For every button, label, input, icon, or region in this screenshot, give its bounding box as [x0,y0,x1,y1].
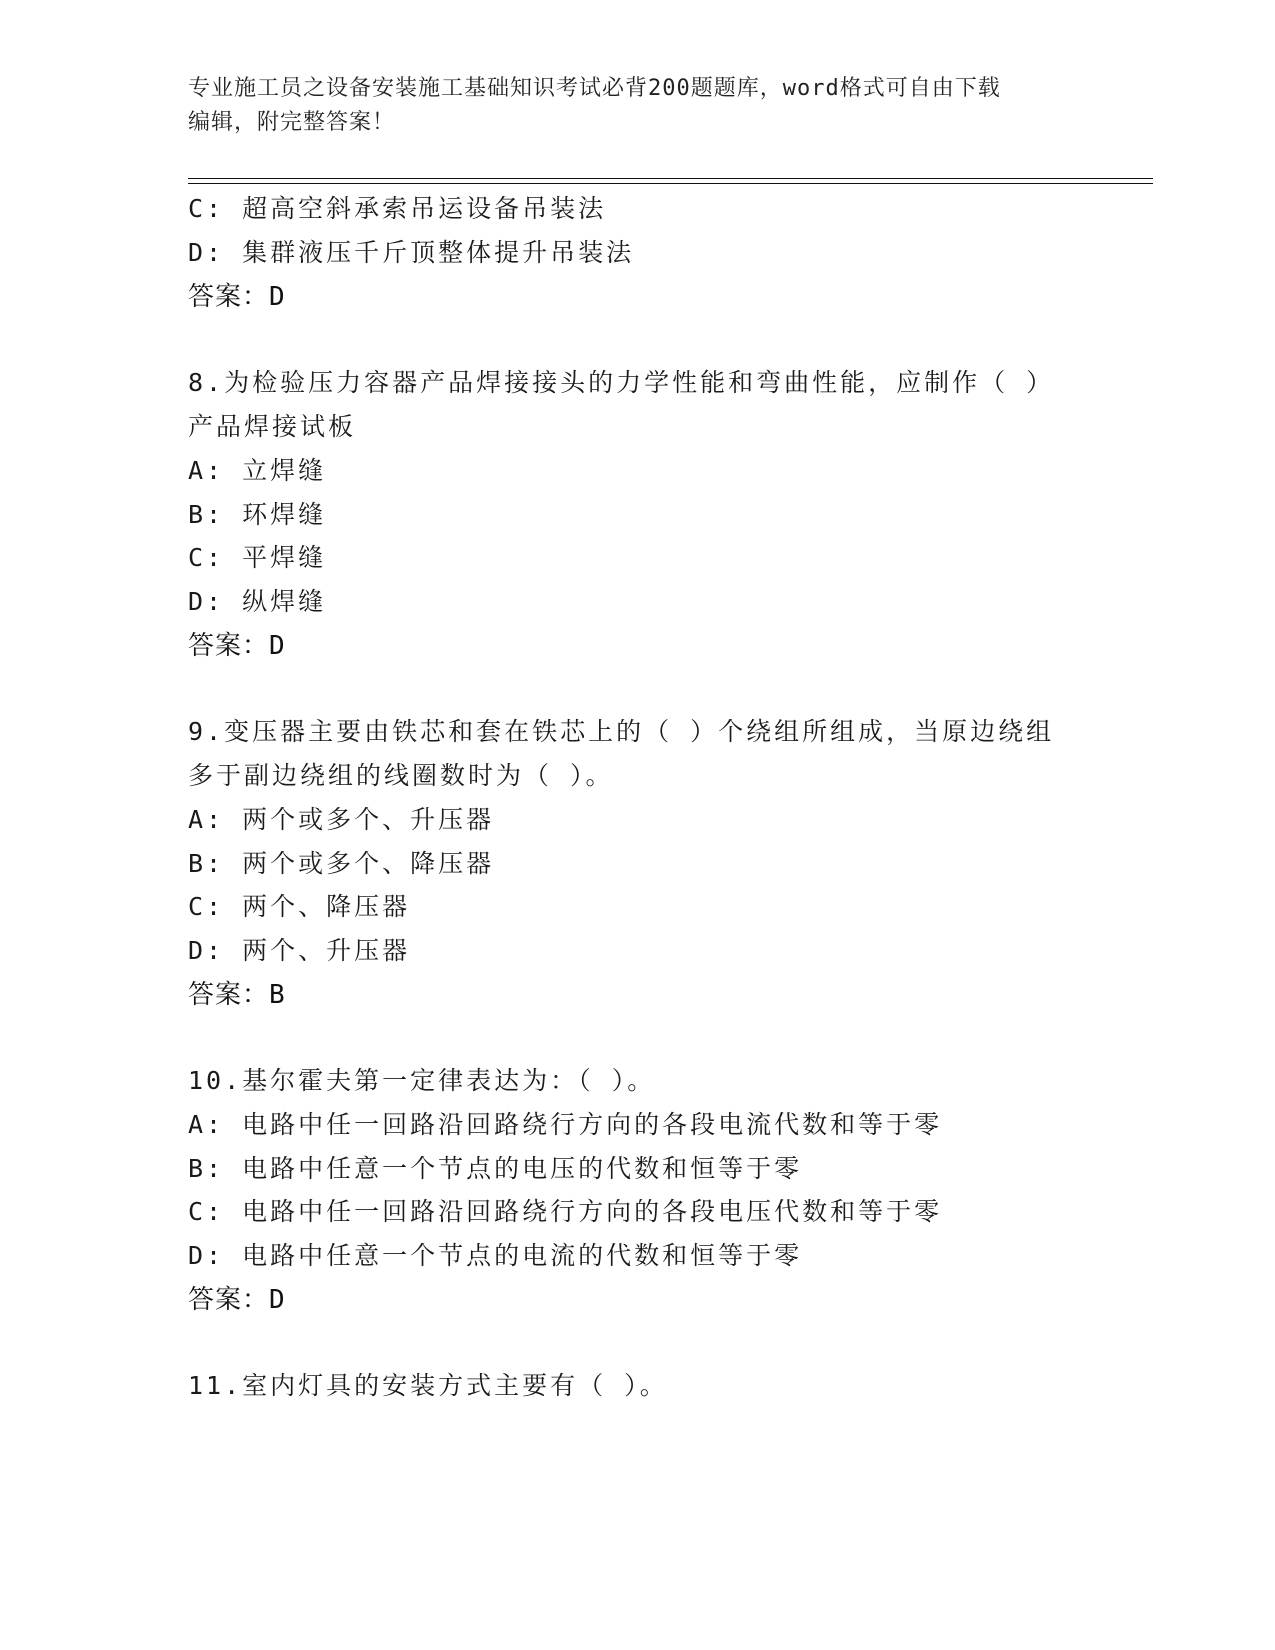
q7-option-c: C: 超高空斜承索吊运设备吊装法 [188,194,607,223]
q9-option-b: B: 两个或多个、降压器 [188,849,495,878]
q8-option-a: A: 立焊缝 [188,456,327,485]
q7-answer: 答案：D [188,282,286,312]
q10-answer: 答案：D [188,1285,286,1315]
q9-option-d: D: 两个、升压器 [188,936,411,965]
q8-option-b: B: 环焊缝 [188,500,327,529]
q11-stem-line-1: 11.室内灯具的安装方式主要有（ ）。 [188,1371,668,1400]
q10-option-a: A: 电路中任一回路沿回路绕行方向的各段电流代数和等于零 [188,1110,943,1139]
q9-stem-line-2: 多于副边绕组的线圈数时为（ ）。 [188,761,614,790]
q10-option-c: C: 电路中任一回路沿回路绕行方向的各段电压代数和等于零 [188,1197,943,1226]
q9-answer: 答案：B [188,980,286,1010]
q9-stem-line-1: 9.变压器主要由铁芯和套在铁芯上的（ ）个绕组所组成，当原边绕组 [188,717,1055,746]
document-title [188,72,1088,140]
q8-option-d: D: 纵焊缝 [188,587,327,616]
q8-stem-line-2: 产品焊接试板 [188,412,357,441]
q8-answer: 答案：D [188,631,286,661]
q8-stem-line-1: 8.为检验压力容器产品焊接接头的力学性能和弯曲性能，应制作（ ） [188,368,1055,397]
document-title-line-1: 专业施工员之设备安装施工基础知识考试必背200题题库，word格式可自由下载 [188,76,1001,101]
q8-option-c: C: 平焊缝 [188,543,327,572]
header-divider-bottom [188,183,1153,184]
q10-option-b: B: 电路中任意一个节点的电压的代数和恒等于零 [188,1154,803,1183]
q10-option-d: D: 电路中任意一个节点的电流的代数和恒等于零 [188,1241,803,1270]
q7-option-d: D: 集群液压千斤顶整体提升吊装法 [188,238,635,267]
header-divider-top [188,178,1153,179]
document-title-line-2: 编辑，附完整答案！ [188,110,396,135]
q9-option-c: C: 两个、降压器 [188,892,411,921]
q10-stem-line-1: 10.基尔霍夫第一定律表达为：（ ）。 [188,1066,656,1095]
q9-option-a: A: 两个或多个、升压器 [188,805,495,834]
